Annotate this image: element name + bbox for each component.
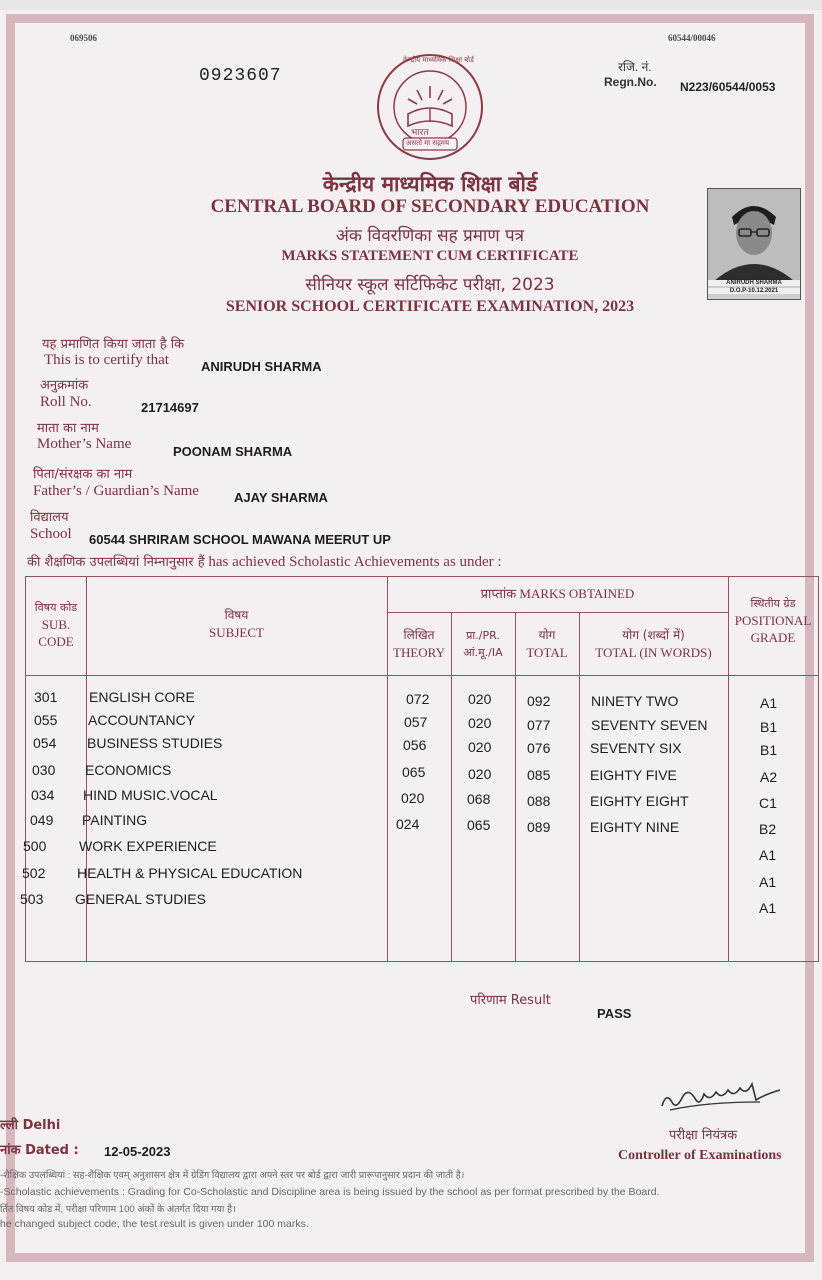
candidate-photo bbox=[707, 188, 801, 300]
row-ia: 065 bbox=[467, 817, 491, 833]
row-theory: 024 bbox=[396, 816, 420, 832]
row-code: 502 bbox=[22, 865, 46, 881]
achieved-en: has achieved Scholastic Achievements as under : bbox=[208, 554, 502, 570]
row-subject: ENGLISH CORE bbox=[89, 689, 195, 705]
row-theory: 020 bbox=[401, 790, 425, 806]
header-subject: विषय SUBJECT bbox=[209, 608, 264, 640]
achieved-line bbox=[27, 552, 502, 571]
row-theory: 065 bbox=[402, 764, 426, 780]
candidate-portrait-icon bbox=[708, 189, 800, 281]
school-label-en: School bbox=[30, 526, 72, 542]
regn-label-hi: रजि. नं. bbox=[618, 60, 652, 74]
row-subject: ACCOUNTANCY bbox=[88, 712, 196, 728]
row-code: 049 bbox=[30, 812, 54, 828]
result-value: PASS bbox=[597, 1006, 632, 1021]
row-grade: B1 bbox=[760, 742, 778, 758]
row-code: 054 bbox=[33, 735, 57, 751]
roll-label-hi: अनुक्रमांक bbox=[40, 378, 89, 393]
row-words: EIGHTY FIVE bbox=[590, 767, 677, 783]
header-theory: लिखित THEORY bbox=[393, 628, 445, 660]
row-code: 034 bbox=[31, 787, 55, 803]
row-total: 076 bbox=[527, 740, 551, 756]
header-code: विषय कोड SUB. CODE bbox=[34, 601, 78, 649]
doc-title-hi: अंक विवरणिका सह प्रमाण पत्र bbox=[335, 226, 525, 246]
doc-title-en: MARKS STATEMENT CUM CERTIFICATE bbox=[281, 248, 579, 264]
father-name: AJAY SHARMA bbox=[234, 490, 328, 505]
row-subject: BUSINESS STUDIES bbox=[87, 735, 223, 751]
photo-caption-dop: D.O.P-10.12.2021 bbox=[708, 288, 800, 294]
row-code: 301 bbox=[34, 689, 58, 705]
row-grade: A1 bbox=[760, 695, 778, 711]
candidate-name: ANIRUDH SHARMA bbox=[201, 359, 322, 374]
row-subject: HEALTH & PHYSICAL EDUCATION bbox=[77, 865, 303, 881]
header-total-words: योग (शब्दों में) TOTAL (IN WORDS) bbox=[595, 628, 712, 660]
row-ia: 020 bbox=[468, 739, 492, 755]
regn-label-en: Regn.No. bbox=[604, 75, 657, 89]
row-words: EIGHTY EIGHT bbox=[590, 793, 689, 809]
header-marks-obtained: प्राप्तांक MARKS OBTAINED bbox=[480, 586, 635, 601]
roll-number: 21714697 bbox=[141, 400, 199, 415]
roll-label-en: Roll No. bbox=[40, 394, 92, 410]
row-total: 088 bbox=[527, 793, 551, 809]
row-ia: 020 bbox=[468, 715, 492, 731]
achieved-hi: की शैक्षणिक उपलब्धियां निम्नानुसार हैं bbox=[27, 555, 205, 570]
serial-right: 60544/00046 bbox=[668, 33, 716, 43]
row-total: 092 bbox=[527, 693, 551, 709]
emblem-top-text: केन्द्रीय माध्यमिक शिक्षा बोर्ड bbox=[403, 56, 474, 64]
school-value: 60544 SHRIRAM SCHOOL MAWANA MEERUT UP bbox=[89, 532, 391, 547]
dated-value: 12-05-2023 bbox=[104, 1144, 171, 1159]
row-code: 055 bbox=[34, 712, 58, 728]
exam-title-en: SENIOR SCHOOL CERTIFICATE EXAMINATION, 2023 bbox=[225, 298, 635, 315]
signature-icon bbox=[656, 1072, 786, 1122]
row-code: 500 bbox=[23, 838, 47, 854]
marks-table bbox=[20, 576, 819, 962]
row-grade: B1 bbox=[760, 719, 778, 735]
footnote-3: र्तित विषय कोड में, परीक्षा परिणाम 100 अंकों के अंतर्गत दिया गया है। bbox=[0, 1204, 236, 1215]
row-grade: A1 bbox=[759, 847, 777, 863]
row-words: SEVENTY SEVEN bbox=[591, 717, 708, 733]
row-subject: WORK EXPERIENCE bbox=[79, 838, 217, 854]
row-grade: A2 bbox=[760, 769, 778, 785]
result-label: परिणाम Result bbox=[470, 993, 551, 1008]
place: ल्ली Delhi bbox=[0, 1118, 61, 1133]
footnote-4: he changed subject code, the test result is given under 100 marks. bbox=[0, 1218, 309, 1230]
school-label-hi: विद्यालय bbox=[30, 510, 69, 525]
dated-label: नांक Dated : bbox=[0, 1143, 79, 1158]
row-subject: PAINTING bbox=[82, 812, 148, 828]
father-label-en: Father’s / Guardian’s Name bbox=[33, 483, 199, 499]
row-code: 030 bbox=[32, 762, 56, 778]
row-subject: GENERAL STUDIES bbox=[75, 891, 206, 907]
mother-label-en: Mother’s Name bbox=[37, 436, 132, 452]
row-grade: C1 bbox=[759, 795, 777, 811]
controller-signature bbox=[656, 1072, 786, 1122]
board-name-en: CENTRAL BOARD OF SECONDARY EDUCATION bbox=[210, 196, 650, 217]
row-words: SEVENTY SIX bbox=[590, 740, 682, 756]
certify-label-hi: यह प्रमाणित किया जाता है कि bbox=[42, 337, 185, 352]
row-grade: A1 bbox=[759, 874, 777, 890]
row-subject: ECONOMICS bbox=[85, 762, 172, 778]
row-theory: 056 bbox=[403, 737, 427, 753]
photo-caption-name: ANIRUDH SHARMA bbox=[708, 280, 800, 286]
certify-label-en: This is to certify that bbox=[44, 352, 169, 368]
cbse-emblem bbox=[375, 52, 485, 162]
controller-label-hi: परीक्षा नियंत्रक bbox=[669, 1128, 738, 1143]
row-words: NINETY TWO bbox=[591, 693, 679, 709]
father-label-hi: पिता/संरक्षक का नाम bbox=[33, 467, 133, 482]
header-ia: प्रा./PR. आं.मू./IA bbox=[463, 629, 503, 659]
regn-number: N223/60544/0053 bbox=[680, 80, 776, 94]
row-ia: 020 bbox=[468, 691, 492, 707]
row-total: 077 bbox=[527, 717, 551, 733]
row-code: 503 bbox=[20, 891, 44, 907]
serial-left: 069506 bbox=[70, 33, 97, 43]
row-theory: 057 bbox=[404, 714, 428, 730]
mother-name: POONAM SHARMA bbox=[173, 444, 293, 459]
emblem-motto: असतो मा सद्गमय bbox=[406, 139, 450, 147]
row-grade: A1 bbox=[759, 900, 777, 916]
row-ia: 020 bbox=[468, 766, 492, 782]
certificate-number: 0923607 bbox=[199, 66, 282, 86]
row-total: 085 bbox=[527, 767, 551, 783]
board-name-hi: केन्द्रीय माध्यमिक शिक्षा बोर्ड bbox=[322, 172, 538, 196]
row-ia: 068 bbox=[467, 791, 491, 807]
row-grade: B2 bbox=[759, 821, 777, 837]
footnote-2: -Scholastic achievements : Grading for Co-Scholastic and Discipline area is being issued by the school as per format prescribed by the Board. bbox=[0, 1186, 660, 1198]
row-subject: HIND MUSIC.VOCAL bbox=[83, 787, 218, 803]
header-grade: स्थितीय ग्रेड POSITIONAL GRADE bbox=[734, 597, 812, 645]
mother-label-hi: माता का नाम bbox=[37, 421, 99, 436]
header-total: योग TOTAL bbox=[526, 628, 568, 660]
row-theory: 072 bbox=[406, 691, 430, 707]
exam-title-hi: सीनियर स्कूल सर्टिफिकेट परीक्षा, 2023 bbox=[305, 275, 555, 295]
emblem-center-text: भारत bbox=[411, 128, 429, 138]
row-words: EIGHTY NINE bbox=[590, 819, 680, 835]
footnote-1: -शैक्षिक उपलब्धियां : सह-शैक्षिक एवम् अनुशासन क्षेत्र में ग्रेडिंग विद्यालय द्वारा अपने स्तर पर बोर्ड द्वारा जारी प्रारूपानुसार प्रदान की जाती है। bbox=[0, 1170, 465, 1181]
row-total: 089 bbox=[527, 819, 551, 835]
controller-label-en: Controller of Examinations bbox=[618, 1148, 782, 1163]
